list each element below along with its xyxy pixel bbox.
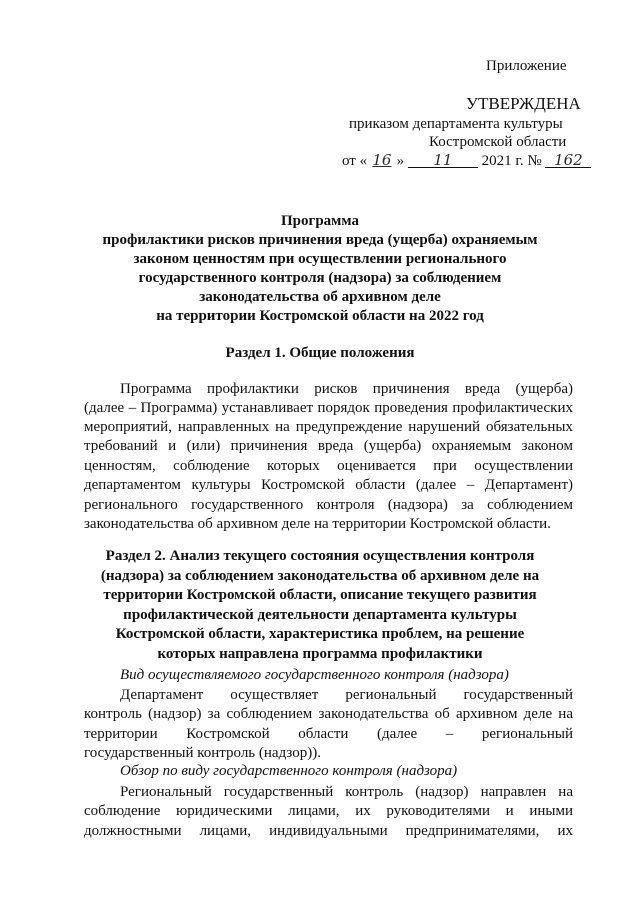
- section-2-heading: [60, 547, 580, 664]
- body-line: регионального государственного контроля (надзора) за соблюдением: [84, 497, 573, 513]
- order-date-line: [342, 151, 591, 170]
- heading-line: которых направлена программа профилактики: [157, 645, 483, 662]
- title-line: государственного контроля (надзора) за соблюдением: [138, 270, 502, 286]
- date-prefix: от «: [342, 153, 368, 169]
- order-number-value: 162: [554, 151, 583, 169]
- order-line-2: Костромской области: [429, 134, 567, 150]
- heading-line: Костромской области, характеристика проблем, на решение: [115, 626, 525, 642]
- body-line: государственный контроль (надзор)).: [84, 745, 321, 761]
- heading-line: территории Костромской области, описание текущего развития: [103, 587, 537, 603]
- body-line: мероприятий, направленных на предупреждение нарушений обязательных: [84, 419, 573, 435]
- body-line: департаментом культуры Костромской области (далее – Департамент): [84, 477, 573, 493]
- title-line: законом ценностям при осуществлении регионального: [133, 251, 507, 267]
- heading-line: профилактической деятельности департамента культуры: [123, 606, 517, 623]
- order-line-1: приказом департамента культуры: [349, 116, 563, 132]
- title-line: профилактики рисков причинения вреда (ущерба) охраняемым: [102, 232, 538, 248]
- body-line: Региональный государственный контроль (надзор) направлен на: [120, 784, 573, 800]
- section-1-heading: Раздел 1. Общие положения: [225, 345, 415, 361]
- title-line: законодательства об архивном деле: [199, 289, 441, 305]
- subheading-control-overview: Обзор по виду государственного контроля (надзора): [120, 763, 458, 779]
- date-day-handwritten: 16: [372, 151, 392, 169]
- date-mid: »: [396, 153, 405, 169]
- body-line: (далее – Программа) устанавливает порядок проведения профилактических: [84, 400, 573, 416]
- title-line: Программа: [281, 213, 359, 229]
- title-line: на территории Костромской области на 2022 год: [156, 308, 484, 324]
- heading-line: Раздел 2. Анализ текущего состояния осуществления контроля: [105, 548, 535, 564]
- heading-line: (надзора) за соблюдением законодательства об архивном деле на: [100, 567, 540, 584]
- body-line: требований и (или) причинения вреда (ущерба) охраняемым законом: [84, 438, 573, 454]
- body-line: ценностям, соблюдение которых оценивается при осуществлении: [84, 458, 573, 474]
- body-line: контроль (надзор) за соблюдением законодательства об архивном деле на: [84, 706, 573, 722]
- date-year: 2021 г. №: [481, 153, 542, 169]
- body-line: должностными лицами, индивидуальными предпринимателями, их: [84, 823, 573, 839]
- body-line: законодательства об архивном деле на территории Костромской области.: [84, 516, 551, 532]
- body-line: Департамент осуществляет региональный государственный: [120, 687, 573, 703]
- date-month-value: 11: [433, 151, 453, 169]
- body-line: Программа профилактики рисков причинения вреда (ущерба): [120, 381, 573, 397]
- approved-label: УТВЕРЖДЕНА: [466, 94, 581, 113]
- body-line: соблюдение юридическими лицами, их руководителями и иными: [84, 803, 573, 819]
- subheading-control-type: Вид осуществляемого государственного контроля (надзора): [120, 667, 509, 683]
- appendix-label: Приложение: [486, 58, 567, 74]
- document-title: [60, 212, 580, 326]
- body-line: территории Костромской области (далее – региональный: [84, 726, 573, 742]
- order-number-handwritten: [545, 153, 591, 168]
- date-month-handwritten: [408, 153, 478, 168]
